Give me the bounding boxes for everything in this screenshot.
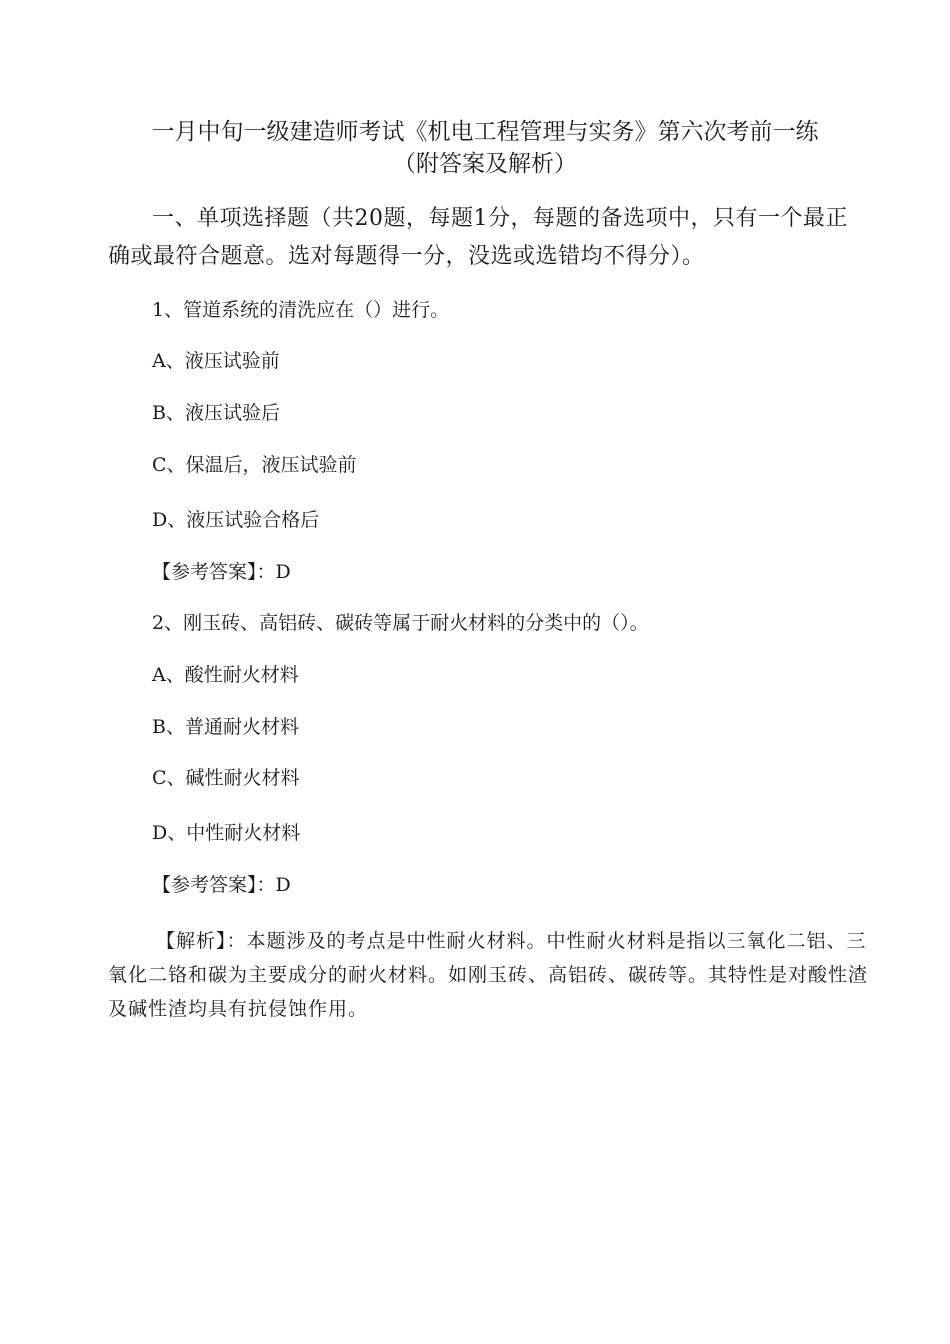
section-heading: 一、单项选择题（共20题，每题1分，每题的备选项中，只有一个最正确或最符合题意。选对每题得一分，没选或选错均不得分）。 <box>108 206 848 269</box>
question-1-option-c: C、保温后，液压试验前 <box>152 454 357 476</box>
question-1-option-b: B、液压试验后 <box>152 402 280 424</box>
question-2-option-b: B、普通耐火材料 <box>152 716 299 738</box>
question-2-answer: 【参考答案】：D <box>152 874 291 896</box>
question-1-option-d: D、液压试验合格后 <box>152 509 320 531</box>
document-subtitle: （附答案及解析） <box>393 151 577 177</box>
question-1-option-a: A、液压试验前 <box>152 350 280 372</box>
document-title: 一月中旬一级建造师考试《机电工程管理与实务》第六次考前一练 <box>151 119 819 145</box>
question-2-option-d: D、中性耐火材料 <box>152 822 301 844</box>
question-2-analysis: 【解析】：本题涉及的考点是中性耐火材料。中性耐火材料是指以三氧化二铝、三氧化二铬和碳为主要成分的耐火材料。如刚玉砖、高铝砖、碳砖等。其特性是对酸性渣及碱性渣均具有抗侵蚀作用。 <box>108 930 869 1020</box>
question-2-option-c: C、碱性耐火材料 <box>152 767 300 789</box>
question-1-answer: 【参考答案】：D <box>152 561 291 583</box>
question-2-option-a: A、酸性耐火材料 <box>152 664 299 686</box>
question-1-stem: 1、管道系统的清洗应在（）进行。 <box>152 299 450 321</box>
question-2-stem: 2、刚玉砖、高铝砖、碳砖等属于耐火材料的分类中的（）。 <box>152 612 649 634</box>
